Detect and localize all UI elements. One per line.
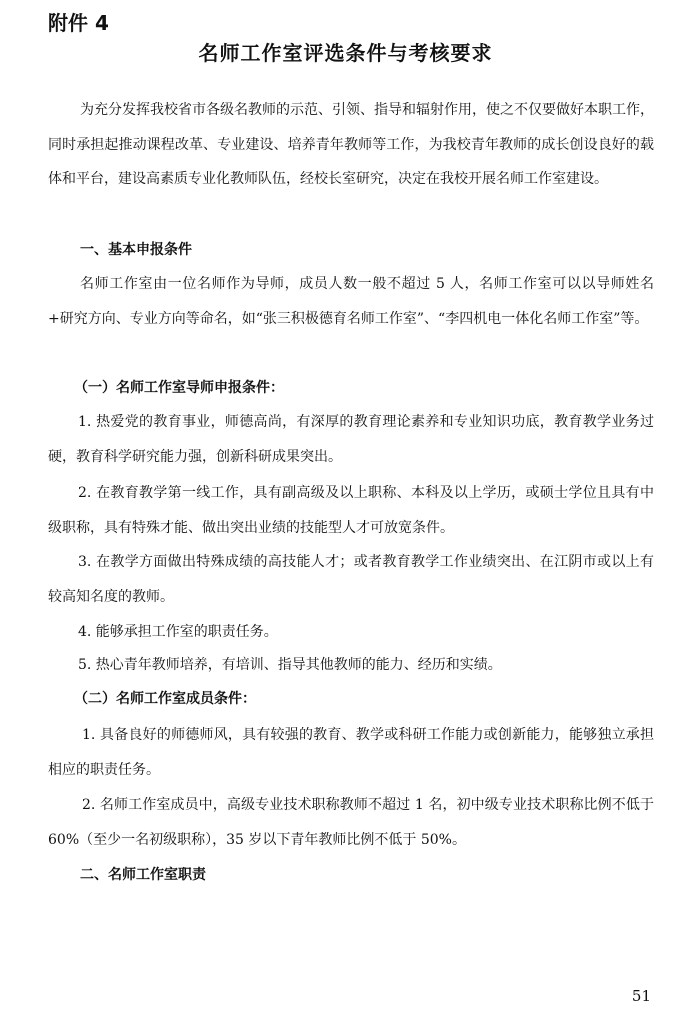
- document-title: 名师工作室评选条件与考核要求: [198, 41, 493, 65]
- subsection-heading-mentor-conditions: （一）名师工作室导师申报条件：: [74, 380, 284, 396]
- section1-body-paragraph: 名师工作室由一位名师作为导师，成员人数一般不超过 5 人，名师工作室可以以导师姓名+研究方向、专业方向等命名，如“张三积极德育名师工作室”、“李四机电一体化名师工作室”等。: [48, 276, 654, 327]
- member-condition-item: 1. 具备良好的师德师风，具有较强的教育、教学或科研工作能力或创新能力，能够独立承担相应的职责任务。: [48, 727, 654, 778]
- intro-paragraph: 为充分发挥我校省市各级名教师的示范、引领、指导和辐射作用，使之不仅要做好本职工作，同时承担起推动课程改革、专业建设、培养青年教师等工作，为我校青年教师的成长创设良好的载体和平台，建设高素质专业化教师队伍，经校长室研究，决定在我校开展名师工作室建设。: [48, 102, 654, 187]
- mentor-condition-item: 2. 在教育教学第一线工作，具有副高级及以上职称、本科及以上学历，或硕士学位且具有中级职称，具有特殊才能、做出突出业绩的技能型人才可放宽条件。: [48, 485, 654, 536]
- subsection-heading-member-conditions: （二）名师工作室成员条件：: [74, 691, 256, 707]
- member-condition-item: 2. 名师工作室成员中，高级专业技术职称教师不超过 1 名，初中级专业技术职称比例不低于 60%（至少一名初级职称），35 岁以下青年教师比例不低于 50%。: [48, 797, 654, 848]
- section-heading-basic-conditions: 一、基本申报条件: [80, 242, 192, 258]
- mentor-condition-item: 3. 在教学方面做出特殊成绩的高技能人才；或者教育教学工作业绩突出、在江阴市或以上有较高知名度的教师。: [48, 554, 654, 605]
- mentor-condition-item: 1. 热爱党的教育事业，师德高尚，有深厚的教育理论素养和专业知识功底，教育教学业务过硬，教育科学研究能力强，创新科研成果突出。: [48, 414, 654, 465]
- mentor-condition-item: 4. 能够承担工作室的职责任务。: [78, 624, 278, 640]
- page-number: 51: [631, 987, 651, 1005]
- mentor-condition-item: 5. 热心青年教师培养，有培训、指导其他教师的能力、经历和实绩。: [78, 657, 502, 673]
- appendix-label: 附件 4: [48, 11, 109, 35]
- section-heading-studio-duties: 二、名师工作室职责: [80, 867, 206, 883]
